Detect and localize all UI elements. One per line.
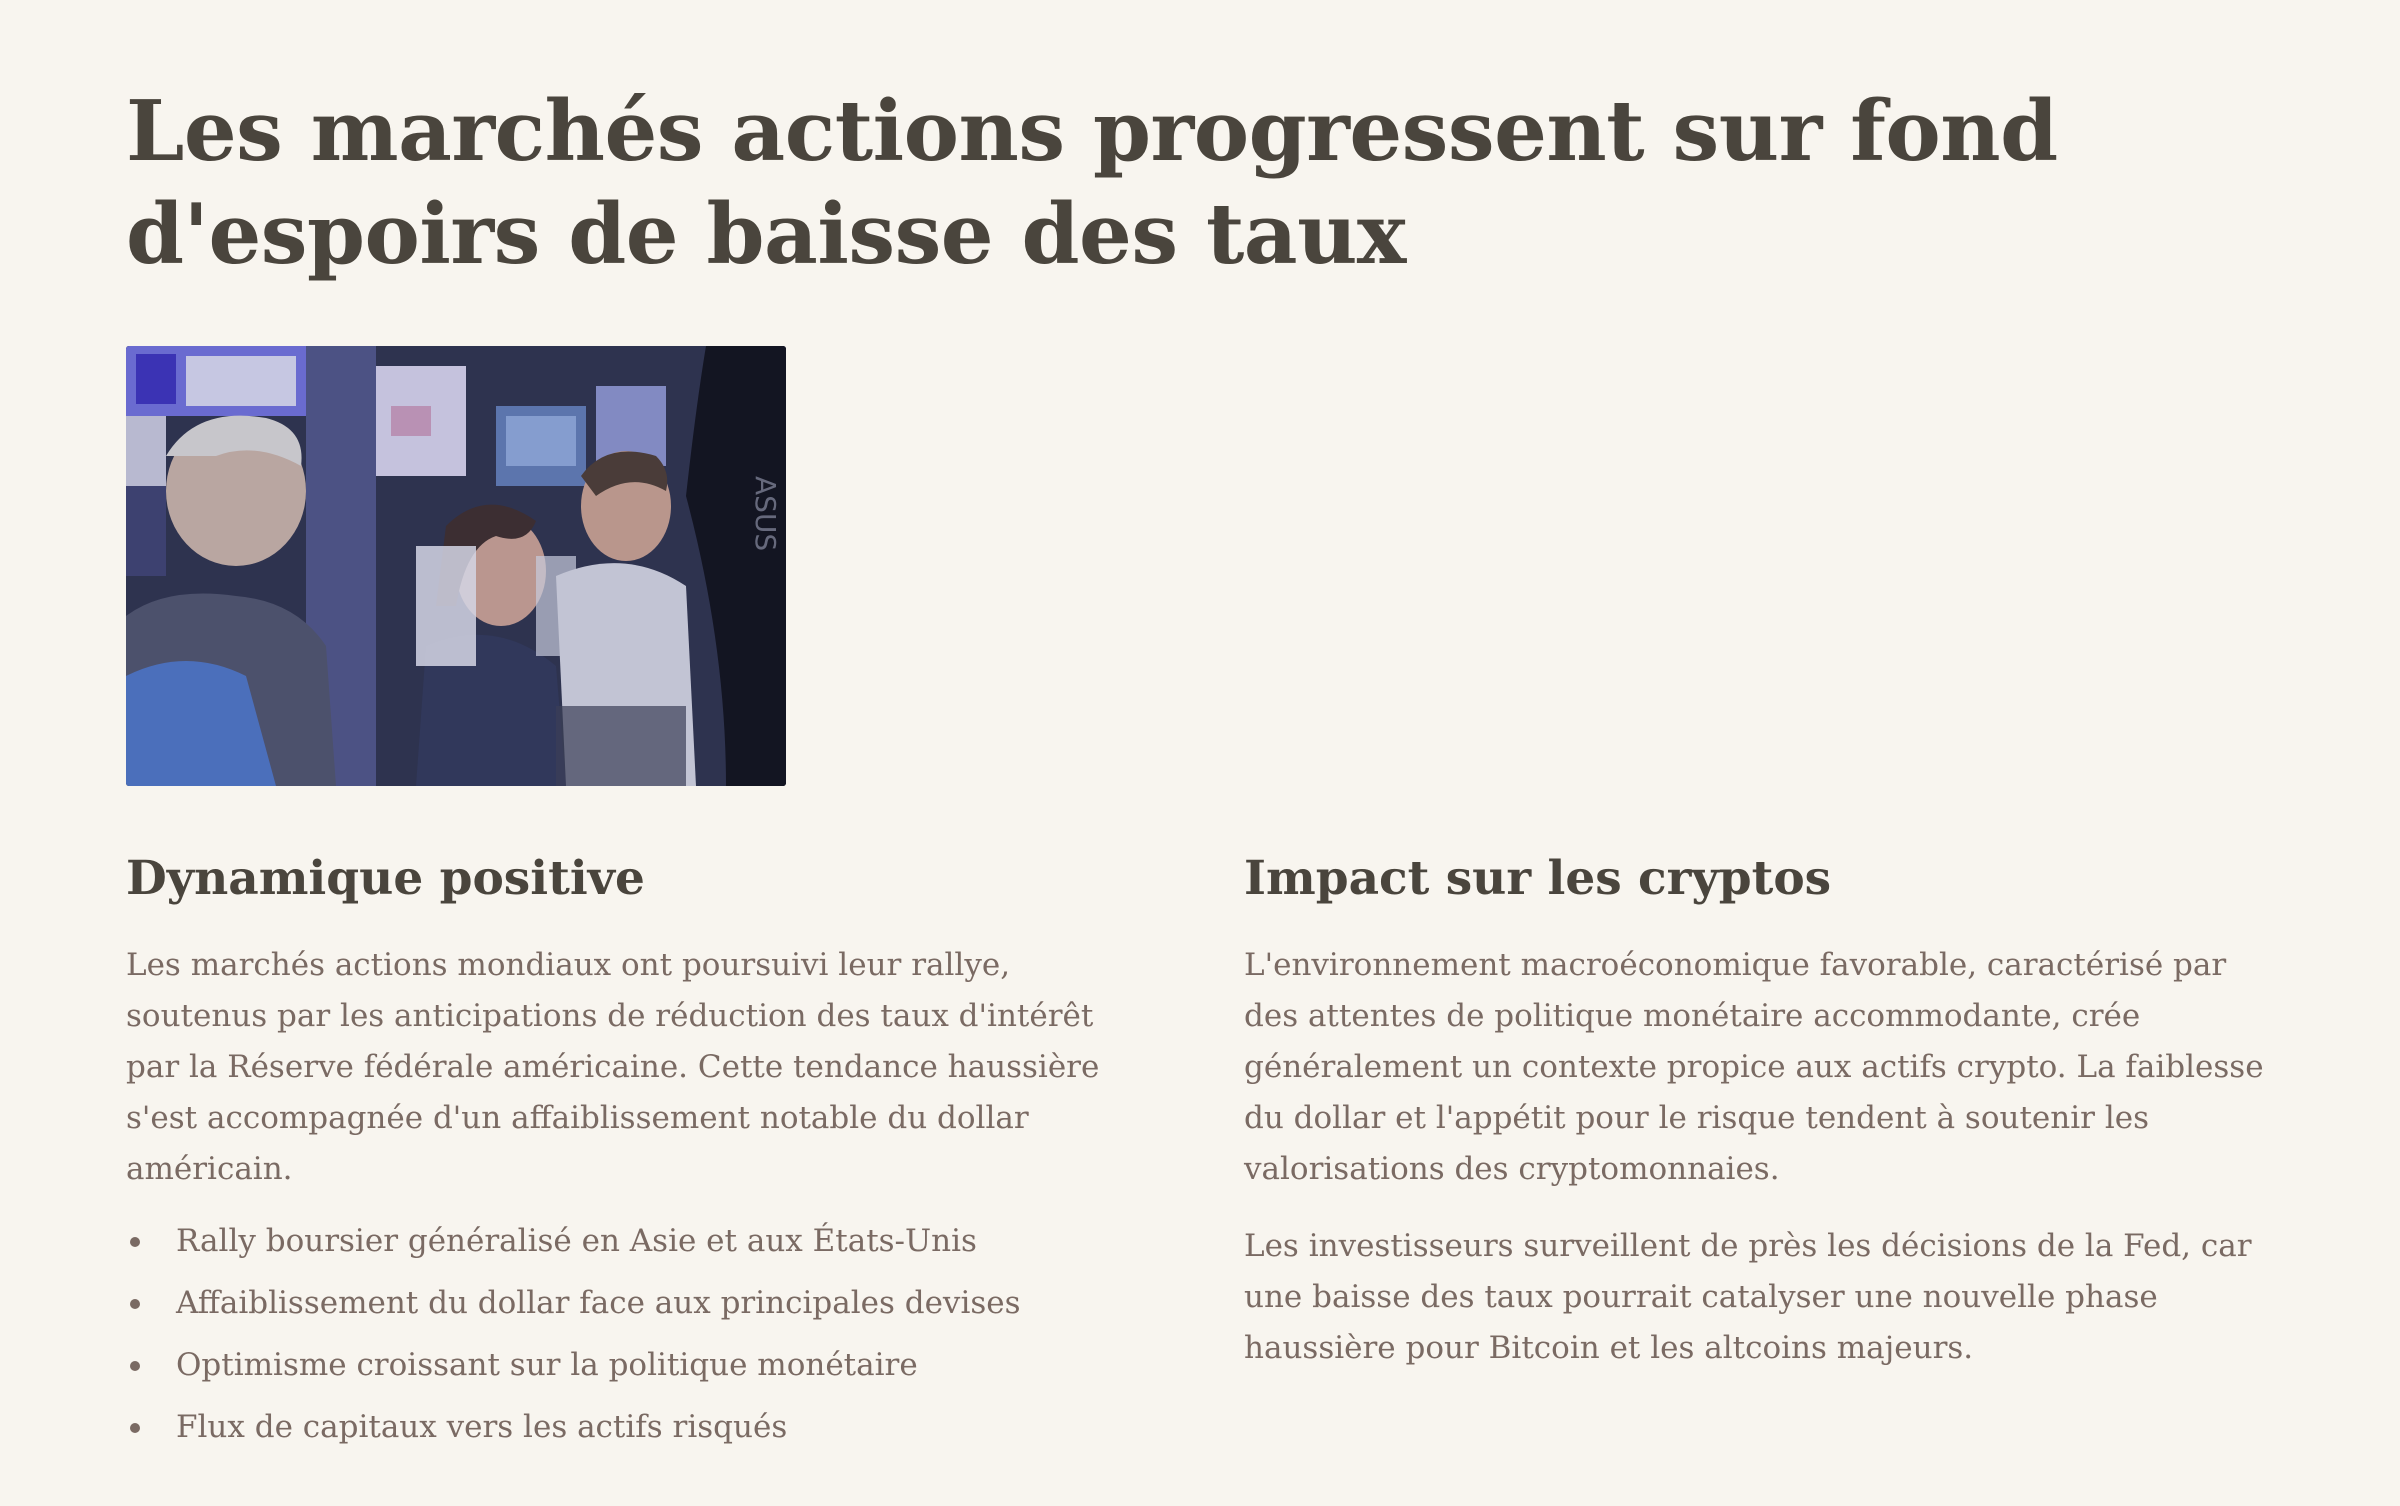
article-columns xyxy=(126,850,2274,1469)
bullet-dot-icon xyxy=(130,1299,140,1309)
list-item xyxy=(126,1345,1156,1386)
list-item-text: Rally boursier généralisé en Asie et aux États-Unis xyxy=(176,1223,977,1259)
list-item xyxy=(126,1407,1156,1448)
section-paragraph: Les investisseurs surveillent de près les décisions de la Fed, car une baisse des taux pourrait catalyser une nouvelle phase haussière pour Bitcoin et les altcoins majeurs. xyxy=(1244,1228,2252,1366)
trading-floor-image xyxy=(126,346,786,786)
bullet-list xyxy=(126,1221,1156,1448)
bullet-dot-icon xyxy=(130,1361,140,1371)
list-item-text: Optimisme croissant sur la politique monétaire xyxy=(176,1347,918,1383)
article-title: Les marchés actions progressent sur fond d'espoirs de baisse des taux xyxy=(126,82,2058,283)
list-item-text: Affaiblissement du dollar face aux principales devises xyxy=(176,1285,1021,1321)
list-item-text: Flux de capitaux vers les actifs risqués xyxy=(176,1409,788,1445)
section-heading-dynamique: Dynamique positive xyxy=(126,851,645,906)
section-heading-impact: Impact sur les cryptos xyxy=(1244,851,1832,906)
right-column xyxy=(1244,850,2274,1469)
list-item xyxy=(126,1283,1156,1324)
svg-text:ASUS: ASUS xyxy=(749,476,782,552)
section-paragraph: L'environnement macroéconomique favorable, caractérisé par des attentes de politique monétaire accommodante, crée généralement un contexte propice aux actifs crypto. La faiblesse du dollar et l'appétit pour le risque tendent à soutenir les valorisations des cryptomonnaies. xyxy=(1244,947,2264,1187)
bullet-dot-icon xyxy=(130,1237,140,1247)
article-photo xyxy=(126,346,786,786)
section-paragraph: Les marchés actions mondiaux ont poursuivi leur rallye, soutenus par les anticipations de réduction des taux d'intérêt par la Réserve fédérale américaine. Cette tendance haussière s'est accompagnée d'un affaiblissement notable du dollar américain. xyxy=(126,947,1100,1187)
left-column xyxy=(126,850,1156,1469)
bullet-dot-icon xyxy=(130,1423,140,1433)
list-item xyxy=(126,1221,1156,1262)
